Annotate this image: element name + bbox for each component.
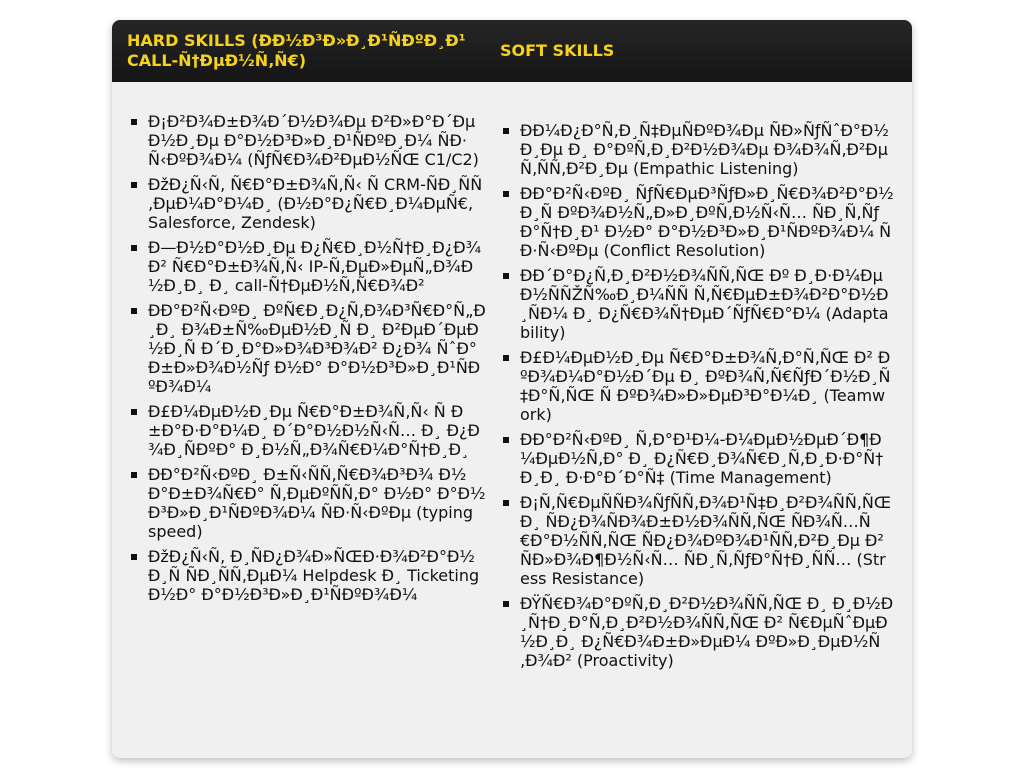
hard-skills-list: [128, 112, 486, 604]
list-item: ÐÐ´Ð°Ð¿Ñ‚Ð¸Ð²Ð½Ð¾ÑÑ‚ÑŒ Ðº Ð¸Ð·Ð¼ÐµÐ½ÑÑŽÑ‰Ð¸Ð¼ÑÑ Ñ‚Ñ€ÐµÐ±Ð¾Ð²Ð°Ð½Ð¸ÑÐ¼ Ð¸ Ð¿Ñ€Ð¾Ñ†ÐµÐ´ÑƒÑ€Ð°Ð¼ (Adaptability): [520, 266, 894, 342]
hard-skills-column: [112, 112, 500, 676]
list-item: ÐžÐ¿Ñ‹Ñ‚ Ñ€Ð°Ð±Ð¾Ñ‚Ñ‹ Ñ CRM-ÑÐ¸ÑÑ‚ÐµÐ¼Ð°Ð¼Ð¸ (Ð½Ð°Ð¿Ñ€Ð¸Ð¼ÐµÑ€, Salesforce, Zendesk): [148, 175, 486, 232]
list-item: Ð¡Ð²Ð¾Ð±Ð¾Ð´Ð½Ð¾Ðµ Ð²Ð»Ð°Ð´ÐµÐ½Ð¸Ðµ Ð°Ð½Ð³Ð»Ð¸Ð¹ÑÐºÐ¸Ð¼ ÑÐ·Ñ‹ÐºÐ¾Ð¼ (ÑƒÑ€Ð¾Ð²ÐµÐ½ÑŒ C1/C2): [148, 112, 486, 169]
list-item: ÐžÐ¿Ñ‹Ñ‚ Ð¸ÑÐ¿Ð¾Ð»ÑŒÐ·Ð¾Ð²Ð°Ð½Ð¸Ñ ÑÐ¸ÑÑ‚ÐµÐ¼ Helpdesk Ð¸ Ticketing Ð½Ð° Ð°Ð½Ð³Ð»Ð¸Ð¹ÑÐºÐ¾Ð¼: [148, 547, 486, 604]
table-header: [112, 20, 912, 82]
list-item: ÐÐ°Ð²Ñ‹ÐºÐ¸ Ñ‚Ð°Ð¹Ð¼-Ð¼ÐµÐ½ÐµÐ´Ð¶Ð¼ÐµÐ½Ñ‚Ð° Ð¸ Ð¿Ñ€Ð¸Ð¾Ñ€Ð¸Ñ‚Ð¸Ð·Ð°Ñ†Ð¸Ð¸ Ð·Ð°Ð´Ð°Ñ‡ (Time Management): [520, 430, 894, 487]
list-item: ÐÐ°Ð²Ñ‹ÐºÐ¸ Ð±Ñ‹ÑÑ‚Ñ€Ð¾Ð³Ð¾ Ð½Ð°Ð±Ð¾Ñ€Ð° Ñ‚ÐµÐºÑÑ‚Ð° Ð½Ð° Ð°Ð½Ð³Ð»Ð¸Ð¹ÑÐºÐ¾Ð¼ ÑÐ·Ñ‹ÐºÐµ (typing speed): [148, 465, 486, 541]
list-item: ÐÐ°Ð²Ñ‹ÐºÐ¸ ÑƒÑ€ÐµÐ³ÑƒÐ»Ð¸Ñ€Ð¾Ð²Ð°Ð½Ð¸Ñ ÐºÐ¾Ð½Ñ„Ð»Ð¸ÐºÑ‚Ð½Ñ‹Ñ… ÑÐ¸Ñ‚ÑƒÐ°Ñ†Ð¸Ð¹ Ð½Ð° Ð°Ð½Ð³Ð»Ð¸Ð¹ÑÐºÐ¾Ð¼ ÑÐ·Ñ‹ÐºÐµ (Conflict Resolution): [520, 184, 894, 260]
skills-table: [112, 20, 912, 758]
list-item: Ð£Ð¼ÐµÐ½Ð¸Ðµ Ñ€Ð°Ð±Ð¾Ñ‚Ð°Ñ‚ÑŒ Ð² ÐºÐ¾Ð¼Ð°Ð½Ð´Ðµ Ð¸ ÐºÐ¾Ñ‚Ñ€ÑƒÐ´Ð½Ð¸Ñ‡Ð°Ñ‚ÑŒ Ñ ÐºÐ¾Ð»Ð»ÐµÐ³Ð°Ð¼Ð¸ (Teamwork): [520, 348, 894, 424]
soft-skills-column: [500, 121, 912, 676]
list-item: Ð£Ð¼ÐµÐ½Ð¸Ðµ Ñ€Ð°Ð±Ð¾Ñ‚Ñ‹ Ñ Ð±Ð°Ð·Ð°Ð¼Ð¸ Ð´Ð°Ð½Ð½Ñ‹Ñ… Ð¸ Ð¿Ð¾Ð¸ÑÐºÐ° Ð¸Ð½Ñ„Ð¾Ñ€Ð¼Ð°Ñ†Ð¸Ð¸: [148, 402, 486, 459]
hard-skills-heading: HARD SKILLS (ÐÐ½Ð³Ð»Ð¸Ð¹ÑÐºÐ¸Ð¹ CALL-Ñ†ÐµÐ½Ñ‚Ñ€): [127, 31, 466, 70]
list-item: Ð¡Ñ‚Ñ€ÐµÑÑÐ¾ÑƒÑÑ‚Ð¾Ð¹Ñ‡Ð¸Ð²Ð¾ÑÑ‚ÑŒ Ð¸ ÑÐ¿Ð¾ÑÐ¾Ð±Ð½Ð¾ÑÑ‚ÑŒ ÑÐ¾Ñ…Ñ€Ð°Ð½ÑÑ‚ÑŒ ÑÐ¿Ð¾ÐºÐ¾Ð¹ÑÑ‚Ð²Ð¸Ðµ Ð² ÑÐ»Ð¾Ð¶Ð½Ñ‹Ñ… ÑÐ¸Ñ‚ÑƒÐ°Ñ†Ð¸ÑÑ… (Stress Resistance): [520, 493, 894, 588]
list-item: ÐŸÑ€Ð¾Ð°ÐºÑ‚Ð¸Ð²Ð½Ð¾ÑÑ‚ÑŒ Ð¸ Ð¸Ð½Ð¸Ñ†Ð¸Ð°Ñ‚Ð¸Ð²Ð½Ð¾ÑÑ‚ÑŒ Ð² Ñ€ÐµÑˆÐµÐ½Ð¸Ð¸ Ð¿Ñ€Ð¾Ð±Ð»ÐµÐ¼ ÐºÐ»Ð¸ÐµÐ½Ñ‚Ð¾Ð² (Proactivity): [520, 594, 894, 670]
table-body: [112, 82, 912, 676]
list-item: ÐÐ¼Ð¿Ð°Ñ‚Ð¸Ñ‡ÐµÑÐºÐ¾Ðµ ÑÐ»ÑƒÑˆÐ°Ð½Ð¸Ðµ Ð¸ Ð°ÐºÑ‚Ð¸Ð²Ð½Ð¾Ðµ Ð¾Ð¾Ñ‚Ð²ÐµÑ‚ÑÑ‚Ð²Ð¸Ðµ (Empathic Listening): [520, 121, 894, 178]
soft-skills-heading: SOFT SKILLS: [500, 41, 615, 60]
list-item: ÐÐ°Ð²Ñ‹ÐºÐ¸ ÐºÑ€Ð¸Ð¿Ñ‚Ð¾Ð³Ñ€Ð°Ñ„Ð¸Ð¸ Ð¾Ð±Ñ‰ÐµÐ½Ð¸Ñ Ð¸ Ð²ÐµÐ´ÐµÐ½Ð¸Ñ Ð´Ð¸Ð°Ð»Ð¾Ð³Ð¾Ð² Ð¿Ð¾ ÑˆÐ°Ð±Ð»Ð¾Ð½Ñƒ Ð½Ð° Ð°Ð½Ð³Ð»Ð¸Ð¹ÑÐºÐ¾Ð¼: [148, 301, 486, 396]
soft-skills-list: [500, 121, 894, 670]
list-item: Ð—Ð½Ð°Ð½Ð¸Ðµ Ð¿Ñ€Ð¸Ð½Ñ†Ð¸Ð¿Ð¾Ð² Ñ€Ð°Ð±Ð¾Ñ‚Ñ‹ IP-Ñ‚ÐµÐ»ÐµÑ„Ð¾Ð½Ð¸Ð¸ Ð¸ call-Ñ†ÐµÐ½Ñ‚Ñ€Ð¾Ð²: [148, 238, 486, 295]
